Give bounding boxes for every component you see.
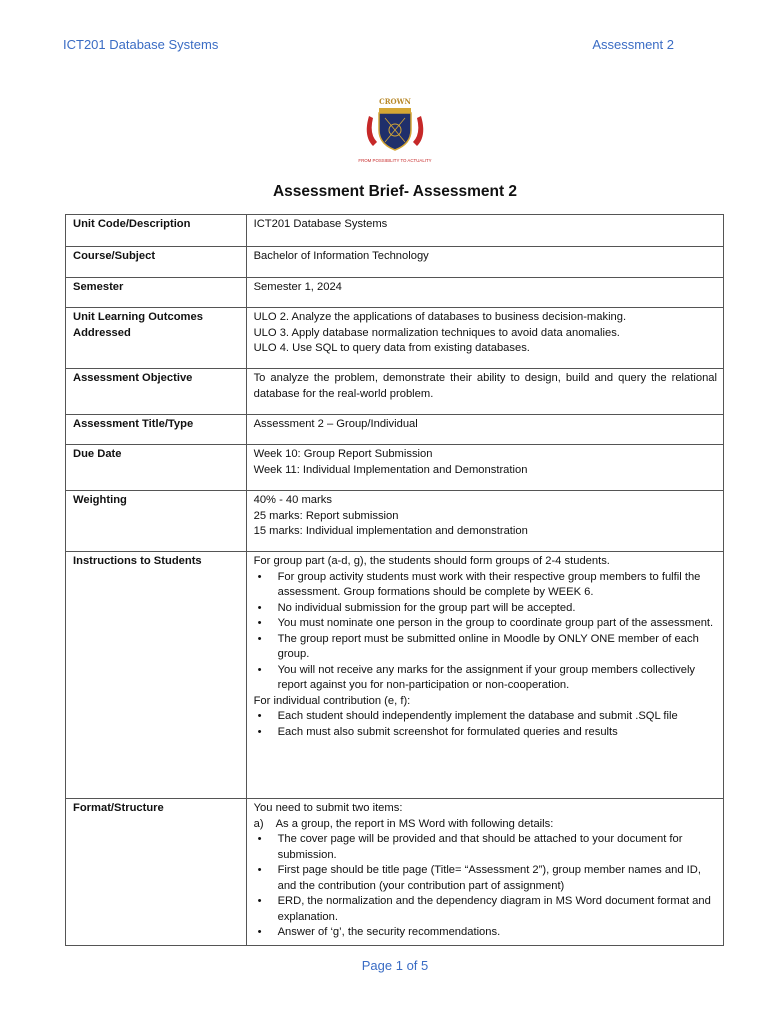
row-value: ICT201 Database Systems bbox=[246, 215, 723, 247]
table-row bbox=[66, 308, 724, 369]
table-row bbox=[66, 278, 724, 308]
row-label: Due Date bbox=[66, 445, 247, 491]
row-value bbox=[246, 799, 723, 946]
row-label: Assessment Objective bbox=[66, 369, 247, 415]
weighting-line: 40% - 40 marks bbox=[253, 494, 332, 506]
logo-tagline: FROM POSSIBILITY TO ACTUALITY bbox=[358, 158, 432, 163]
list-item: • No individual submission for the group part will be accepted. bbox=[254, 601, 717, 617]
ulo-line: ULO 3. Apply database normalization techniques to avoid data anomalies. bbox=[253, 326, 620, 339]
list-item: • Each student should independently implement the database and submit .SQL file bbox=[254, 709, 717, 725]
page-title: Assessment Brief- Assessment 2 bbox=[272, 183, 518, 200]
table-row bbox=[66, 799, 724, 946]
list-item: • ERD, the normalization and the dependency diagram in MS Word document format and explanation. bbox=[254, 894, 717, 925]
list-item: • You will not receive any marks for the assignment if your group members collectively report against you for non-participation or non-cooperation. bbox=[254, 663, 717, 694]
list-item: • You must nominate one person in the group to coordinate group part of the assessment. bbox=[254, 616, 717, 632]
row-label: Instructions to Students bbox=[66, 552, 247, 799]
table-row bbox=[66, 215, 724, 247]
row-value bbox=[246, 445, 723, 491]
assessment-brief-table bbox=[65, 214, 724, 946]
row-value bbox=[246, 308, 723, 369]
row-value bbox=[246, 491, 723, 552]
individual-instructions-list bbox=[254, 709, 717, 740]
instructions-intro: For group part (a-d, g), the students should form groups of 2-4 students. bbox=[253, 555, 610, 567]
individual-intro: For individual contribution (e, f): bbox=[253, 694, 411, 707]
table-row bbox=[66, 415, 724, 445]
list-item: • First page should be title page (Title= “Assessment 2”), group member names and ID, and the contribution (your contribution part of assignment) bbox=[254, 863, 717, 894]
row-value: Bachelor of Information Technology bbox=[246, 247, 723, 278]
row-value: Assessment 2 – Group/Individual bbox=[246, 415, 723, 445]
row-value bbox=[246, 552, 723, 799]
item-marker: a) bbox=[253, 817, 264, 830]
logo-top-text: CROWN bbox=[379, 97, 411, 106]
row-value: To analyze the problem, demonstrate their ability to design, build and query the relational database for the real-world problem. bbox=[246, 369, 723, 415]
format-item-a bbox=[254, 817, 717, 833]
group-instructions-list bbox=[254, 570, 717, 694]
due-line: Week 10: Group Report Submission bbox=[253, 448, 433, 460]
page-number: Page 1 of 5 bbox=[361, 958, 429, 973]
header-course-title: ICT201 Database Systems bbox=[63, 37, 219, 52]
list-item: • Each must also submit screenshot for formulated queries and results bbox=[254, 725, 717, 741]
ulo-line: ULO 2. Analyze the applications of databases to business decision-making. bbox=[253, 311, 627, 323]
list-item: • For group activity students must work with their respective group members to fulfil the assessment. Group formations should be complete by WEEK 6. bbox=[254, 570, 717, 601]
row-label: Course/Subject bbox=[66, 247, 247, 278]
list-item: • Answer of ‘g’, the security recommendations. bbox=[254, 925, 717, 941]
row-label: Unit Code/Description bbox=[66, 215, 247, 247]
table-row bbox=[66, 369, 724, 415]
weighting-line: 15 marks: Individual implementation and demonstration bbox=[253, 525, 528, 537]
weighting-line: 25 marks: Report submission bbox=[253, 509, 399, 522]
item-text: As a group, the report in MS Word with following details: bbox=[275, 817, 554, 830]
table-row bbox=[66, 247, 724, 278]
format-list bbox=[254, 832, 717, 941]
row-label: Weighting bbox=[66, 491, 247, 552]
due-line: Week 11: Individual Implementation and Demonstration bbox=[253, 463, 528, 476]
row-label: Format/Structure bbox=[66, 799, 247, 946]
ulo-line: ULO 4. Use SQL to query data from existing databases. bbox=[253, 342, 530, 354]
header-assessment-label: Assessment 2 bbox=[592, 37, 674, 52]
table-row bbox=[66, 491, 724, 552]
row-label: Assessment Title/Type bbox=[66, 415, 247, 445]
list-item: • The group report must be submitted online in Moodle by ONLY ONE member of each group. bbox=[254, 632, 717, 663]
row-value: Semester 1, 2024 bbox=[246, 278, 723, 308]
crest-icon bbox=[355, 96, 435, 166]
format-intro: You need to submit two items: bbox=[253, 802, 403, 814]
table-row bbox=[66, 552, 724, 799]
table-row bbox=[66, 445, 724, 491]
list-item: • The cover page will be provided and that should be attached to your document for submission. bbox=[254, 832, 717, 863]
row-label: Unit Learning Outcomes Addressed bbox=[66, 308, 247, 369]
row-label: Semester bbox=[66, 278, 247, 308]
